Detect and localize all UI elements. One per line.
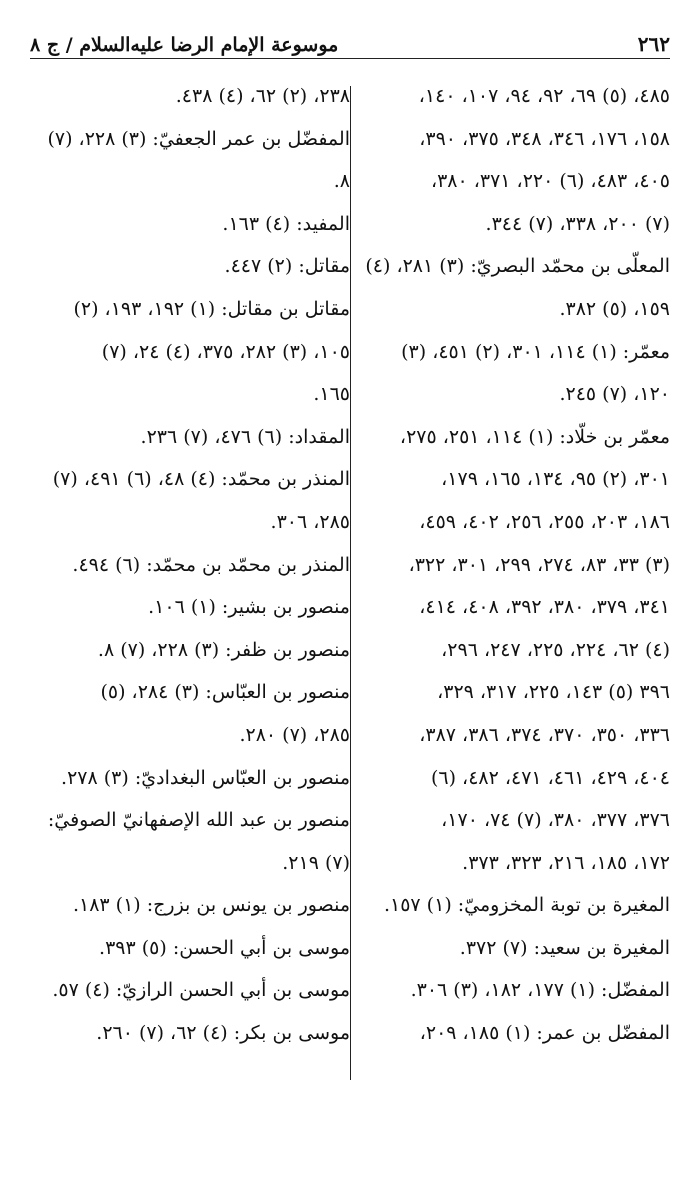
index-line: المنذر بن محمّد: (٤) ٤٨، (٦) ٤٩١، (٧) — [52, 468, 350, 491]
index-line: ٨. — [333, 170, 350, 193]
book-title: موسوعة الإمام الرضا عليه‌السلام / ج ٨ — [30, 34, 339, 56]
index-line: موسى بن أبي الحسن الرازيّ: (٤) ٥٧. — [52, 979, 350, 1002]
index-line: المغيرة بن توبة المخزوميّ: (١) ١٥٧. — [383, 894, 670, 917]
index-line: المقداد: (٦) ٤٧٦، (٧) ٢٣٦. — [140, 425, 350, 448]
index-line: ٣٣٦، ٣٥٠، ٣٧٠، ٣٧٤، ٣٨٦، ٣٨٧، — [419, 723, 670, 746]
index-line: ١٨٦، ٢٠٣، ٢٥٥، ٢٥٦، ٤٠٢، ٤٥٩، — [419, 510, 670, 533]
index-line: ٤٨٥، (٥) ٦٩، ٩٢، ٩٤، ١٠٧، ١٤٠، — [418, 85, 670, 107]
index-line: ١٥٨، ١٧٦، ٣٤٦، ٣٤٨، ٣٧٥، ٣٩٠، — [419, 127, 670, 150]
index-line: موسى بن بكر: (٤) ٦٢، (٧) ٢٦٠. — [96, 1022, 350, 1045]
index-line: (٧) ٢١٩. — [282, 851, 350, 874]
index-line: ٣٩٦ (٥) ١٤٣، ٢٢٥، ٣١٧، ٣٢٩، — [437, 681, 670, 704]
index-line: منصور بن عبد الله الإصفهانيّ الصوفيّ: — [47, 809, 350, 832]
index-line: المفضّل بن عمر الجعفيّ: (٣) ٢٢٨، (٧) — [47, 127, 350, 150]
index-line: معمّر: (١) ١١٤، ٣٠١، (٢) ٤٥١، (٣) — [401, 340, 670, 363]
index-line: ٢٨٥، (٧) ٢٨٠. — [239, 723, 350, 746]
header-rule — [30, 58, 670, 59]
index-line: ٤٠٥، ٤٨٣، (٦) ٢٢٠، ٣٧١، ٣٨٠، — [430, 170, 670, 193]
index-line: ٣٠١، (٢) ٩٥، ١٣٤، ١٦٥، ١٧٩، — [441, 468, 670, 491]
index-line: المفيد: (٤) ١٦٣. — [222, 212, 350, 235]
index-line: ٣٧٦، ٣٧٧، ٣٨٠، (٧) ٧٤، ١٧٠، — [441, 809, 670, 832]
index-line: مقاتل: (٢) ٤٤٧. — [224, 255, 350, 278]
index-line: المفضّل بن عمر: (١) ١٨٥، ٢٠٩، — [419, 1022, 670, 1045]
column-divider — [350, 86, 351, 1080]
index-line: ١٦٥. — [313, 383, 350, 406]
page-number: ٢٦٢ — [637, 32, 670, 56]
index-line: ١٧٢، ١٨٥، ٢١٦، ٣٢٣، ٣٧٣. — [462, 851, 670, 874]
index-line: المغيرة بن سعيد: (٧) ٣٧٢. — [459, 936, 670, 959]
index-line: المفضّل: (١) ١٧٧، ١٨٢، (٣) ٣٠٦. — [410, 979, 670, 1002]
index-line: منصور بن يونس بن بزرج: (١) ١٨٣. — [72, 894, 350, 917]
index-line: (٣) ٣٣، ٨٣، ٢٧٤، ٢٩٩، ٣٠١، ٣٢٢، — [408, 553, 670, 576]
index-line: ٢٨٥، ٣٠٦. — [270, 510, 350, 533]
index-line: ٣٤١، ٣٧٩، ٣٨٠، ٣٩٢، ٤٠٨، ٤١٤، — [419, 596, 670, 619]
page-header — [30, 22, 670, 56]
index-column-right — [350, 75, 670, 1055]
index-line: منصور بن بشير: (١) ١٠٦. — [148, 596, 350, 619]
index-line: مقاتل بن مقاتل: (١) ١٩٢، ١٩٣، (٢) — [73, 297, 350, 320]
index-line: (٧) ٢٠٠، ٣٣٨، (٧) ٣٤٤. — [485, 212, 670, 235]
index-line: ١٢٠، (٧) ٢٤٥. — [559, 383, 670, 406]
index-line: ١٥٩، (٥) ٣٨٢. — [559, 297, 670, 320]
index-line: معمّر بن خلّاد: (١) ١١٤، ٢٥١، ٢٧٥، — [399, 425, 670, 448]
index-line: المنذر بن محمّد بن محمّد: (٦) ٤٩٤. — [72, 553, 350, 576]
index-line: منصور بن العبّاس البغداديّ: (٣) ٢٧٨. — [61, 766, 350, 789]
index-column-left — [30, 75, 350, 1055]
index-line: المعلّى بن محمّد البصريّ: (٣) ٢٨١، (٤) — [365, 255, 670, 278]
index-line: منصور بن ظفر: (٣) ٢٢٨، (٧) ٨. — [97, 638, 350, 661]
index-line: ٤٠٤، ٤٢٩، ٤٦١، ٤٧١، ٤٨٢، (٦) — [430, 766, 670, 789]
index-line: موسى بن أبي الحسن: (٥) ٣٩٣. — [99, 936, 350, 959]
index-line: ١٠٥، (٣) ٢٨٢، ٣٧٥، (٤) ٢٤، (٧) — [101, 340, 350, 363]
index-line: منصور بن العبّاس: (٣) ٢٨٤، (٥) — [100, 681, 350, 704]
index-line: (٤) ٦٢، ٢٢٤، ٢٢٥، ٢٤٧، ٢٩٦، — [441, 638, 670, 661]
index-line: ٢٣٨، (٢) ٦٢، (٤) ٤٣٨. — [175, 85, 350, 107]
